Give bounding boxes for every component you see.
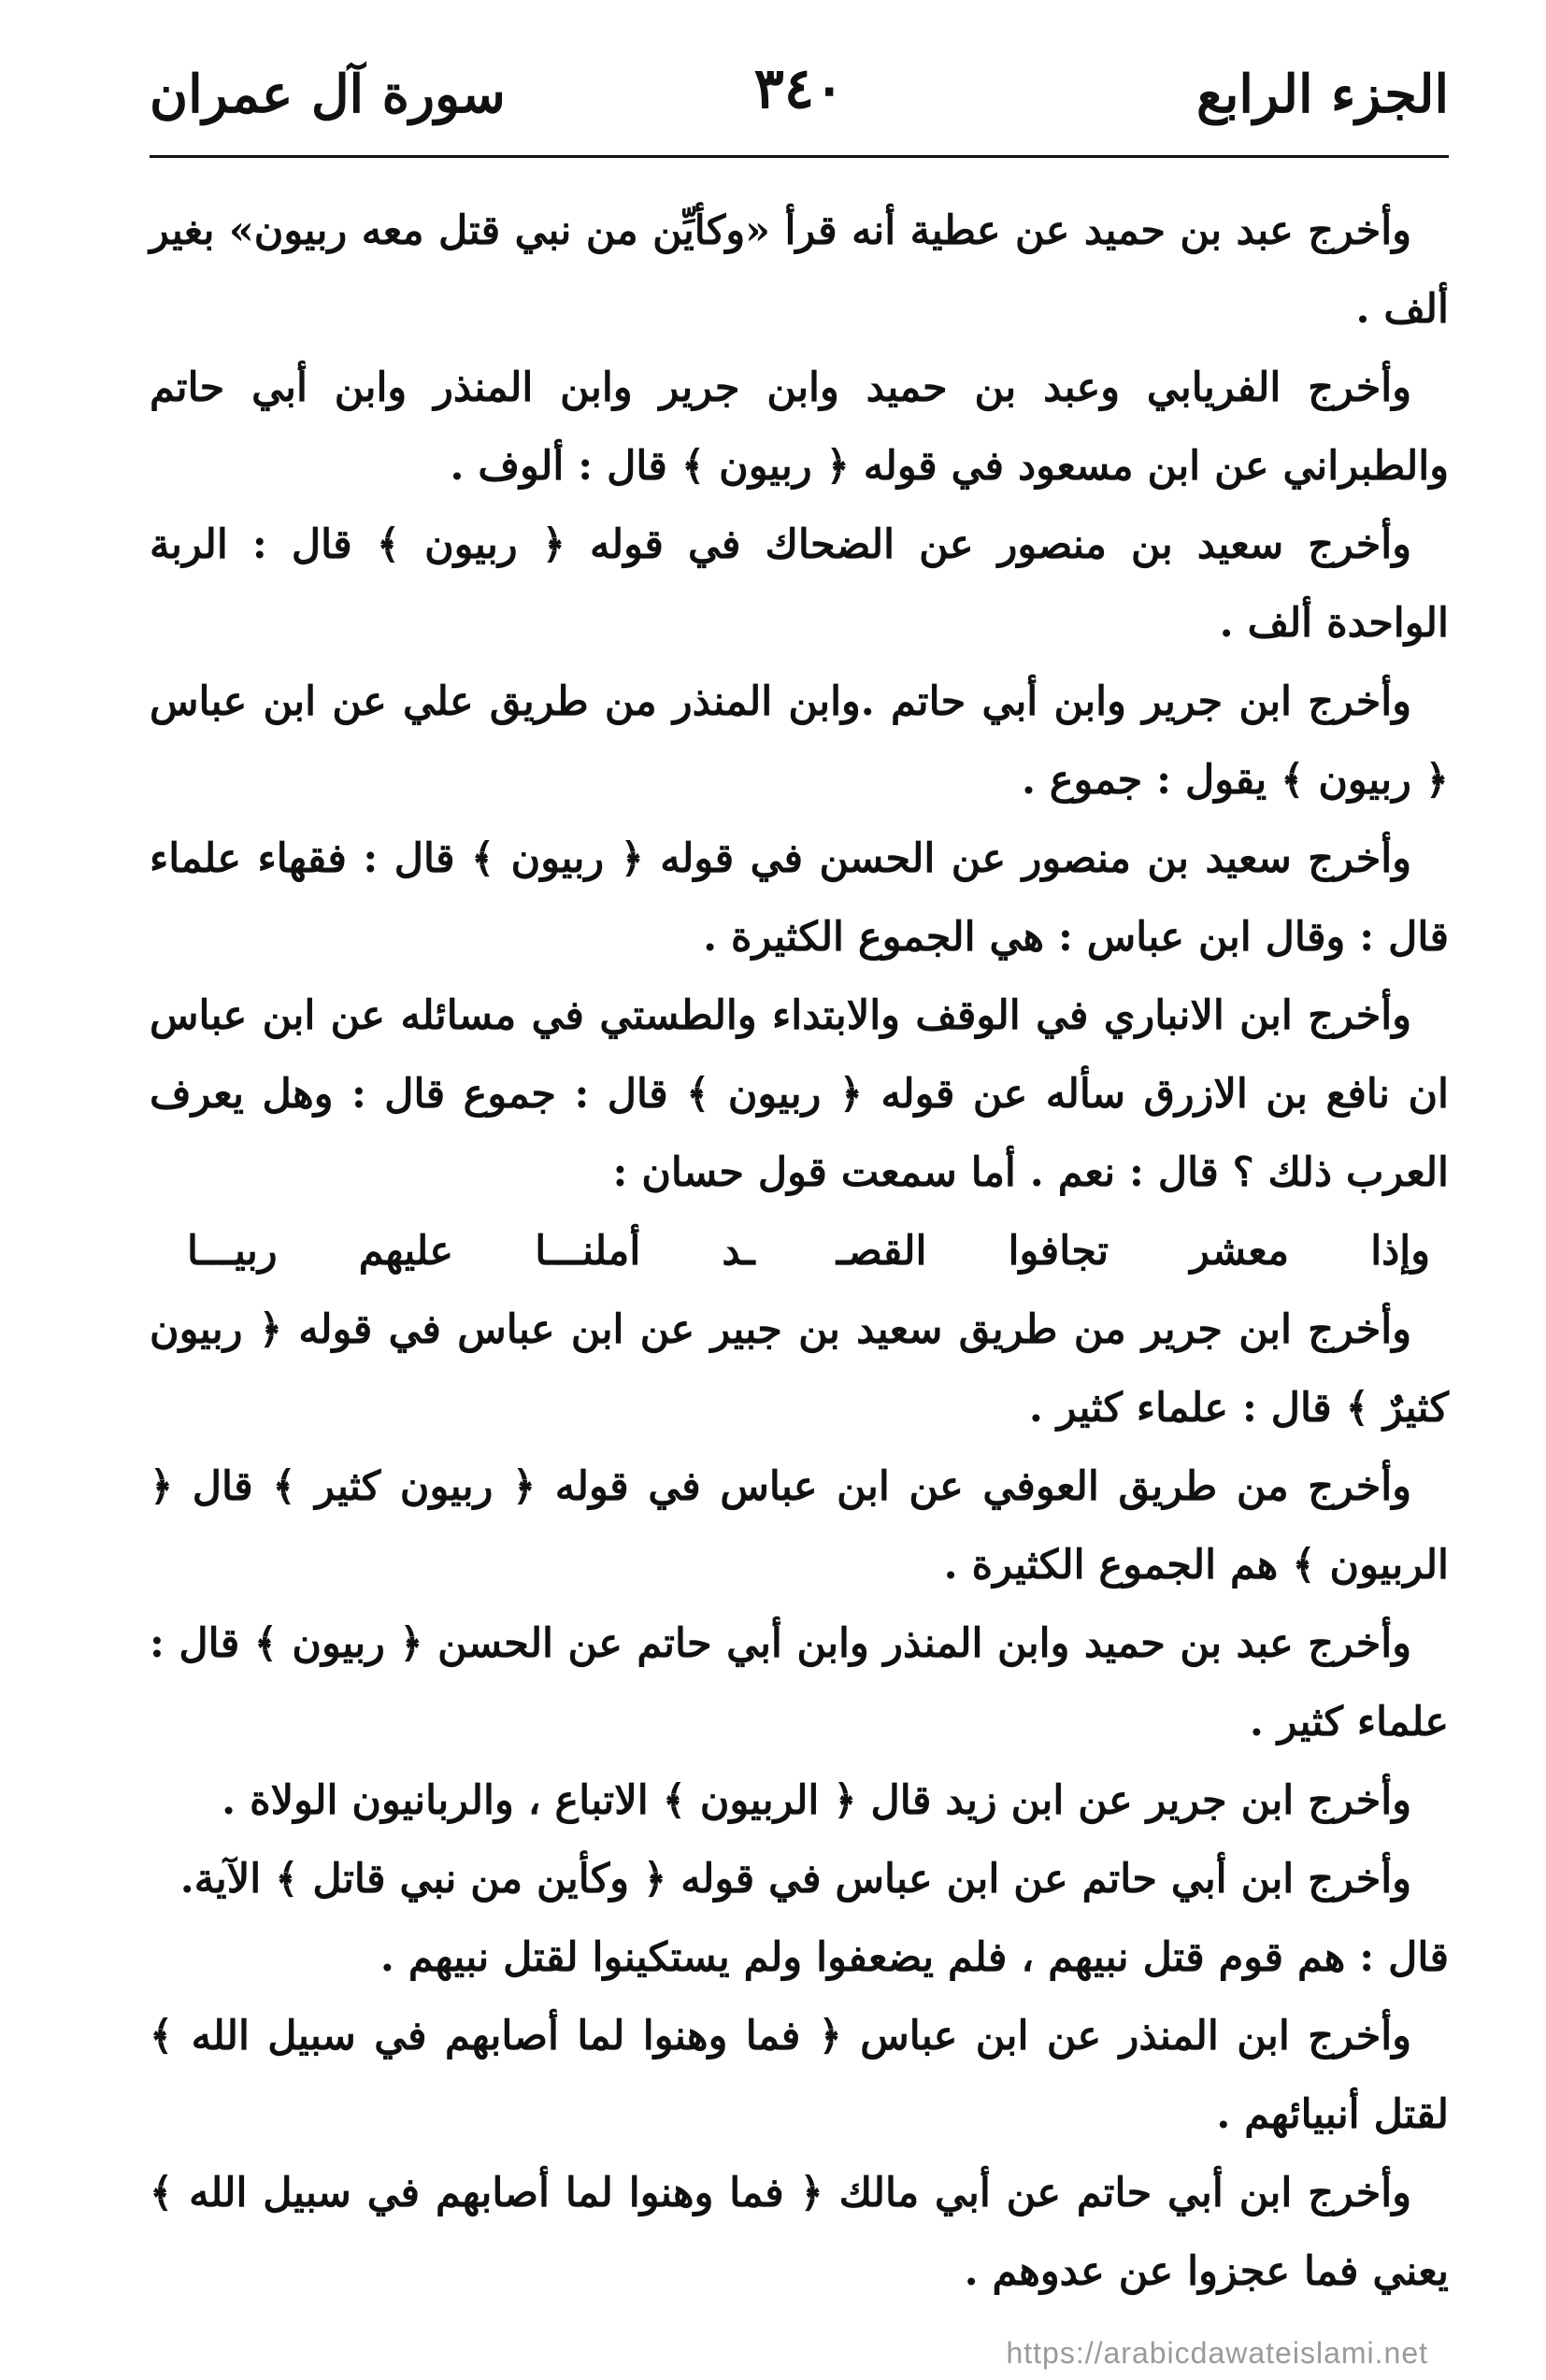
verse-word: أملنـــا <box>535 1228 641 1275</box>
paragraph: وأخرج ابن الانباري في الوقف والابتداء والطستي في مسائله عن ابن عباس ان نافع بن الازرق سأله عن قوله ﴿ ربيون ﴾ قال : جموع قال : وهل يعرف العرب ذلك ؟ قال : نعم . أما سمعت قول حسان : <box>150 992 1449 1196</box>
paragraph: وأخرج عبد بن حميد عن عطية أنه قرأ «وكأيِّن من نبي قتل معه ربيون» بغير ألف . <box>150 207 1449 333</box>
paragraph: وأخرج عبد بن حميد وابن المنذر وابن أبي حاتم عن الحسن ﴿ ربيون ﴾ قال : علماء كثير . <box>150 1620 1449 1746</box>
verse-word: معشر <box>1190 1228 1290 1275</box>
verse-word: القصـ <box>836 1228 927 1275</box>
paragraph: وأخرج الفريابي وعبد بن حميد وابن جرير وابن المنذر وابن أبي حاتم والطبراني عن ابن مسعود في قوله ﴿ ربيون ﴾ قال : ألوف . <box>150 364 1449 490</box>
surah-title: سورة آل عمران <box>150 64 506 125</box>
part-title: الجزء الرابع <box>1196 64 1449 125</box>
header-divider <box>150 155 1449 158</box>
page-header <box>150 45 1449 148</box>
verse-word: وإذا <box>1370 1228 1430 1275</box>
paragraph: وأخرج ابن المنذر عن ابن عباس ﴿ فما وهنوا لما أصابهم في سبيل الله ﴾ لقتل أنبيائهم . <box>150 2013 1449 2138</box>
verse-word: عليهم <box>358 1228 454 1275</box>
paragraph: وأخرج ابن جرير وابن أبي حاتم .وابن المنذر من طريق علي عن ابن عباس ﴿ ربيون ﴾ يقول : جموع . <box>150 678 1449 804</box>
paragraph: وأخرج سعيد بن منصور عن الضحاك في قوله ﴿ ربيون ﴾ قال : الربة الواحدة ألف . <box>150 521 1449 647</box>
watermark-url: https://arabicdawateislami.net <box>1006 2336 1428 2370</box>
paragraph: وأخرج من طريق العوفي عن ابن عباس في قوله ﴿ ربيون كثير ﴾ قال ﴿ الربيون ﴾ هم الجموع الكثيرة . <box>150 1463 1449 1589</box>
poetry-verse <box>150 1212 1449 1290</box>
paragraph-continuation: قال : هم قوم قتل نبيهم ، فلم يضعفوا ولم يستكينوا لقتل نبيهم . <box>379 1934 1449 1981</box>
verse-word: تجافوا <box>1008 1228 1109 1275</box>
verse-word: ربيـــا <box>187 1228 278 1275</box>
page-number: ٣٤٠ <box>753 56 845 121</box>
paragraph: وأخرج ابن أبي حاتم عن أبي مالك ﴿ فما وهنوا لما أصابهم في سبيل الله ﴾ يعني فما عجزوا عن عدوهم . <box>150 2170 1449 2295</box>
paragraph: وأخرج ابن جرير عن ابن زيد قال ﴿ الربيون ﴾ الاتباع ، والربانيون الولاة . <box>222 1777 1411 1824</box>
paragraph: وأخرج ابن أبي حاتم عن ابن عباس في قوله ﴿ وكأين من نبي قاتل ﴾ الآية. <box>179 1856 1411 1903</box>
page-body <box>150 192 1449 2311</box>
paragraph: وأخرج سعيد بن منصور عن الحسن في قوله ﴿ ربيون ﴾ قال : فقهاء علماء قال : وقال ابن عباس : هي الجموع الكثيرة . <box>150 835 1449 961</box>
paragraph: وأخرج ابن جرير من طريق سعيد بن جبير عن ابن عباس في قوله ﴿ ربيون كثيرٌ ﴾ قال : علماء كثير . <box>150 1306 1449 1432</box>
verse-word: ـد <box>722 1228 755 1275</box>
